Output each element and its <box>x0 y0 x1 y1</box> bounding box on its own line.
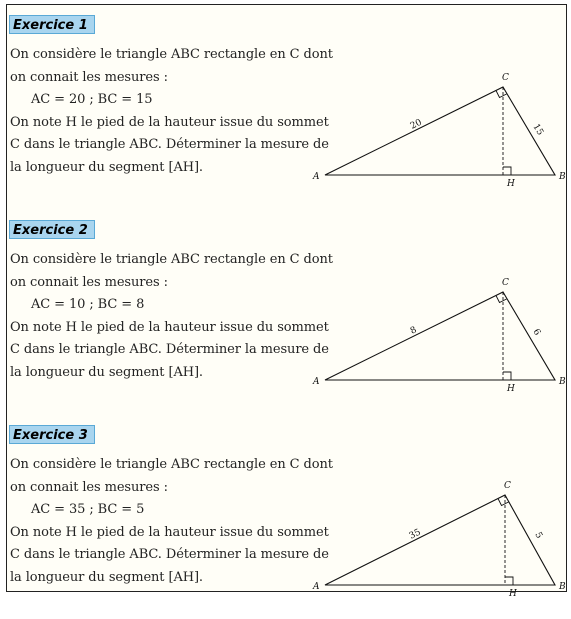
vertex-label-a: A <box>313 172 320 182</box>
right-angle-h <box>503 372 511 380</box>
vertex-label-h: H <box>507 384 515 394</box>
statement-line: C dans le triangle ABC. Déterminer la mesure de <box>10 137 329 152</box>
worksheet-page <box>6 4 567 599</box>
exercise-title: Exercice 2 <box>9 220 95 239</box>
vertex-label-c: C <box>504 481 511 491</box>
statement-line: la longueur du segment [AH]. <box>10 159 203 175</box>
statement-line: on connait les mesures : <box>10 479 168 495</box>
statement-line: on connait les mesures : <box>10 69 168 85</box>
triangle-figure <box>309 69 569 189</box>
statement-line: C dans le triangle ABC. Déterminer la mesure de <box>10 342 329 357</box>
statement-line: C dans le triangle ABC. Déterminer la mesure de <box>10 547 329 562</box>
vertex-label-a: A <box>313 582 320 592</box>
exercise-1 <box>7 9 566 209</box>
right-angle-c <box>496 91 507 98</box>
triangle-figure <box>309 479 569 599</box>
side-length-bc: 5 <box>532 530 544 541</box>
triangle-abc <box>325 292 555 380</box>
triangle-abc <box>325 87 555 175</box>
statement-line: On considère le triangle ABC rectangle en C dont <box>10 47 333 62</box>
given-measures: AC = 20 ; BC = 15 <box>31 92 153 107</box>
side-length-ac: 35 <box>407 527 423 542</box>
vertex-label-h: H <box>509 589 517 599</box>
vertex-label-c: C <box>502 73 509 83</box>
side-length-ac: 8 <box>408 325 419 337</box>
triangle-figure <box>309 274 569 394</box>
vertex-label-b: B <box>559 172 566 182</box>
vertex-label-b: B <box>559 582 566 592</box>
given-measures: AC = 35 ; BC = 5 <box>31 502 145 517</box>
statement-line: on connait les mesures : <box>10 274 168 290</box>
statement-line: On note H le pied de la hauteur issue du sommet <box>10 319 329 335</box>
exercise-title: Exercice 1 <box>9 15 95 34</box>
exercise-title: Exercice 3 <box>9 425 95 444</box>
statement-line: la longueur du segment [AH]. <box>10 364 203 380</box>
side-length-bc: 6 <box>530 327 542 338</box>
statement-line: On considère le triangle ABC rectangle en C dont <box>10 457 333 472</box>
given-measures: AC = 10 ; BC = 8 <box>31 297 145 312</box>
statement-line: On note H le pied de la hauteur issue du sommet <box>10 524 329 540</box>
vertex-label-a: A <box>313 377 320 387</box>
statement-line: On considère le triangle ABC rectangle en C dont <box>10 252 333 267</box>
exercise-3 <box>7 419 566 619</box>
side-length-bc: 15 <box>530 122 545 138</box>
vertex-label-c: C <box>502 278 509 288</box>
right-angle-c <box>496 296 507 303</box>
right-angle-h <box>505 577 513 585</box>
side-length-ac: 20 <box>408 117 424 132</box>
right-angle-h <box>503 167 511 175</box>
exercise-statement <box>10 44 333 179</box>
triangle-abc <box>325 495 555 585</box>
exercise-statement <box>10 249 333 384</box>
statement-line: On note H le pied de la hauteur issue du sommet <box>10 114 329 130</box>
vertex-label-h: H <box>507 179 515 189</box>
exercise-statement <box>10 454 333 589</box>
exercise-2 <box>7 214 566 414</box>
statement-line: la longueur du segment [AH]. <box>10 569 203 585</box>
vertex-label-b: B <box>559 377 566 387</box>
